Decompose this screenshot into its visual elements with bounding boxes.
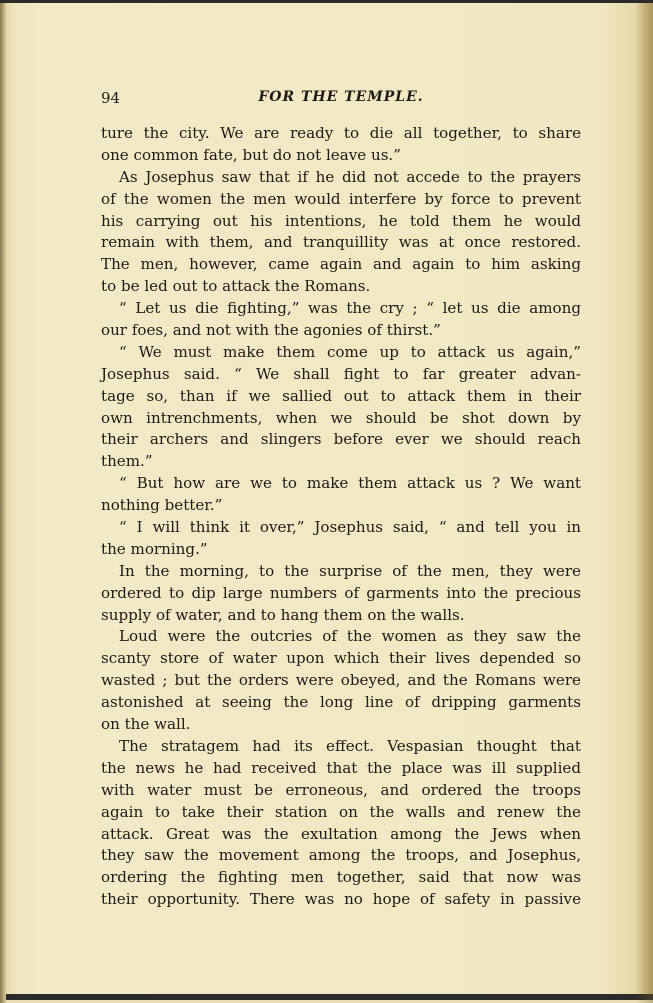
text-line: The stratagem had its effect. Vespasian thought that [119, 736, 581, 755]
text-line: again to take their station on the walls and renew the [101, 802, 581, 821]
text-line: scanty store of water upon which their lives depended so [101, 649, 581, 668]
running-head: FOR THE TEMPLE. [258, 89, 424, 105]
text-line: with water must be erroneous, and ordered the troops [101, 780, 581, 799]
text-line: the morning.” [101, 539, 208, 558]
text-line: ordered to dip large numbers of garments into the precious [101, 583, 581, 602]
text-line: “ I will think it over,” Josephus said, “ and tell you in [119, 518, 581, 537]
text-line: their archers and slingers before ever we should reach [101, 430, 581, 449]
text-line: of the women the men would interfere by force to prevent [101, 189, 581, 208]
text-line: remain with them, and tranquillity was at once restored. [101, 233, 581, 252]
text-line: his carrying out his intentions, he told them he would [101, 211, 581, 230]
text-line: own intrenchments, when we should be shot down by [101, 408, 581, 427]
text-line: on the wall. [101, 715, 191, 734]
page-number: 94 [101, 89, 121, 107]
text-line: “ But how are we to make them attack us ? We want [119, 474, 581, 493]
text-line: Josephus said. “ We shall fight to far greater advan- [101, 364, 581, 383]
text-line: their opportunity. There was no hope of safety in passive [101, 890, 581, 909]
text-line: In the morning, to the surprise of the men, they were [119, 561, 581, 580]
text-line: wasted ; but the orders were obeyed, and the Romans were [101, 671, 581, 690]
text-line: ture the city. We are ready to die all together, to share [101, 124, 581, 142]
page-header [101, 89, 581, 113]
text-line: one common fate, but do not leave us.” [101, 145, 401, 164]
text-line: the news he had received that the place was ill supplied [101, 758, 581, 777]
text-line: them.” [101, 452, 153, 471]
text-line: our foes, and not with the agonies of thirst.” [101, 321, 441, 340]
text-line: tage so, than if we sallied out to attack them in their [101, 386, 581, 405]
text-line: attack. Great was the exultation among the Jews when [101, 824, 581, 843]
text-line: As Josephus saw that if he did not accede to the prayers [119, 167, 581, 186]
body-text [101, 123, 581, 911]
page-left-edge [0, 3, 6, 1003]
text-line: supply of water, and to hang them on the walls. [101, 605, 465, 624]
page-right-edge [635, 3, 653, 1003]
text-line: astonished at seeing the long line of dripping garments [101, 693, 581, 712]
text-line: ordering the fighting men together, said that now was [101, 868, 581, 887]
text-line: The men, however, came again and again to him asking [101, 255, 581, 274]
text-line: to be led out to attack the Romans. [101, 277, 371, 296]
text-line: Loud were the outcries of the women as they saw the [119, 627, 581, 646]
text-line: “ Let us die fighting,” was the cry ; “ let us die among [119, 299, 581, 318]
text-line: they saw the movement among the troops, and Josephus, [101, 846, 581, 865]
text-line: nothing better.” [101, 496, 223, 515]
text-line: “ We must make them come up to attack us again,” [119, 342, 581, 361]
